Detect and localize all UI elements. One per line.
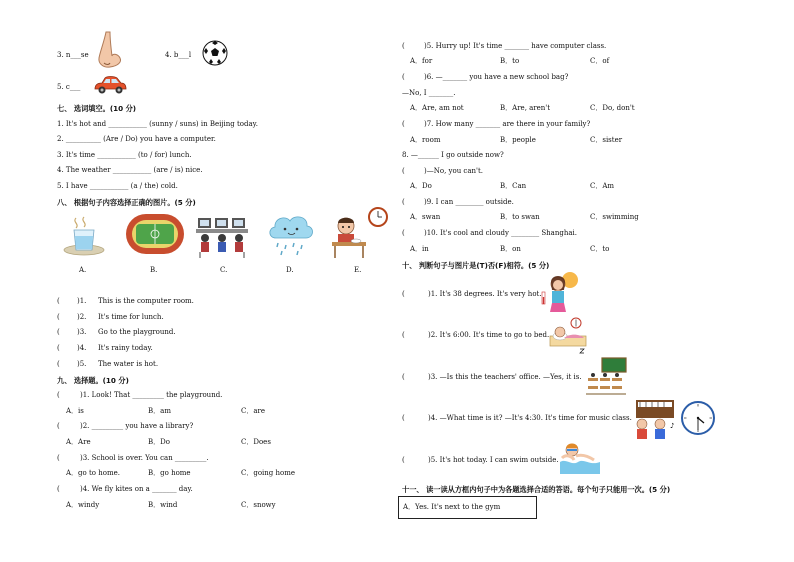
swimming-image <box>558 440 602 476</box>
sec8-item-3-text: Go to the playground. <box>98 328 176 336</box>
section-7-title: 七、 选词填空。(10 分) <box>57 104 137 113</box>
mc-item-6-question: )6. —_______ you have a new school bag? <box>424 73 569 81</box>
section-9-title: 九、 选择题。(10 分) <box>57 376 129 385</box>
sec8-item-2-text: It's time for lunch. <box>98 313 164 321</box>
sec8-item-4-num: )4. <box>77 344 87 352</box>
mc-item-6-extra: —No, I _______. <box>402 89 456 97</box>
sec8-item-5-paren: ( <box>57 360 60 368</box>
hot-water-cup-image <box>62 216 106 256</box>
sec7-item-4: 4. The weather ___________ (are / is) nice. <box>57 166 203 174</box>
classroom-image <box>584 356 628 396</box>
sec10-item-2-text: )2. It's 6:00. It's time to go to bed. <box>428 331 550 339</box>
sec10-item-5-paren: ( <box>402 456 405 464</box>
sec8-item-2-num: )2. <box>77 313 87 321</box>
answer-choice-box <box>398 496 537 519</box>
sec10-item-4-text: )4. —What time is it? —It's 4:30. It's time for music class. <box>428 414 632 422</box>
mc-item-9-paren: ( <box>402 198 405 206</box>
sec8-item-5-text: The water is hot. <box>98 360 159 368</box>
sec9-item-3-paren: ( <box>57 454 60 462</box>
sec9-item-3-option-b: B．go home <box>148 469 191 477</box>
sec8-item-1-paren: ( <box>57 297 60 305</box>
mc-item-9-option-c: C．swimming <box>590 213 639 221</box>
sec9-item-1-option-b: B．am <box>148 407 171 415</box>
sec8-pic-label-b: B. <box>150 266 158 274</box>
sec9-item-4-option-a: A．windy <box>66 501 100 509</box>
sec9-item-3-option-c: C．going home <box>241 469 296 477</box>
lunch-time-image <box>330 206 390 258</box>
pic-item-5-label: 5. c___ <box>57 83 81 91</box>
nose-icon <box>96 30 124 70</box>
svg-text:♪: ♪ <box>670 422 675 430</box>
sec8-item-1-text: This is the computer room. <box>98 297 194 305</box>
sec9-item-1-option-c: C．are <box>241 407 266 415</box>
mc-item-6-option-a: A．Are, am not <box>410 104 464 112</box>
sec8-item-3-num: )3. <box>77 328 87 336</box>
mc-item-7-option-a: A．room <box>410 136 441 144</box>
music-class-image <box>630 394 678 440</box>
sec10-item-5-text: )5. It's hot today. I can swim outside. <box>428 456 559 464</box>
sec10-item-2-paren: ( <box>402 331 405 339</box>
mc-item-5-option-c: C．of <box>590 57 610 65</box>
sec7-item-1: 1. It's hot and ___________ (sunny / suns) in Beijing today. <box>57 120 258 128</box>
mc-item-9-question: )9. I can ________ outside. <box>424 198 514 206</box>
bedtime-image <box>546 316 590 354</box>
mc-item-8-option-c: C．Am <box>590 182 615 190</box>
mc-item-7-option-c: C．sister <box>590 136 623 144</box>
sec8-item-4-text: It's rainy today. <box>98 344 153 352</box>
sec8-pic-label-e: E. <box>354 266 362 274</box>
mc-item-5-option-a: A．for <box>410 57 433 65</box>
sec9-item-2-option-c: C．Does <box>241 438 271 446</box>
mc-item-10-option-b: B．on <box>500 245 521 253</box>
sec10-item-3-text: )3. —Is this the teachers' office. —Yes, it is. <box>428 373 582 381</box>
mc-item-9-option-b: B．to swan <box>500 213 540 221</box>
sec8-item-5-num: )5. <box>77 360 87 368</box>
sec9-item-1-question: )1. Look! That _________ the playground. <box>80 391 223 399</box>
mc-item-8-question: 8. —______ I go outside now? <box>402 151 504 159</box>
mc-item-7-paren: ( <box>402 120 405 128</box>
section-8-title: 八、 根据句子内容选择正确的图片。(5 分) <box>57 198 196 207</box>
soccer-ball-icon <box>202 40 228 66</box>
sec8-item-2-paren: ( <box>57 313 60 321</box>
mc-item-5-option-b: B．to <box>500 57 520 65</box>
mc-item-8-extra-paren: ( <box>402 167 405 175</box>
section-10-title: 十、 判断句子与图片是(T)否(F)相符。(5 分) <box>402 261 550 270</box>
sec9-item-4-option-c: C．snowy <box>241 501 276 509</box>
sec10-item-1-paren: ( <box>402 290 405 298</box>
sec9-item-1-option-a: A．is <box>66 407 84 415</box>
mc-item-7-option-b: B．people <box>500 136 536 144</box>
sec9-item-4-option-b: B．wind <box>148 501 178 509</box>
sec8-pic-label-c: C. <box>220 266 228 274</box>
sec8-item-4-paren: ( <box>57 344 60 352</box>
clock-icon <box>680 400 716 436</box>
hot-girl-image <box>540 270 584 314</box>
mc-item-9-option-a: A．swan <box>410 213 441 221</box>
mc-item-8-extra: )—No, you can't. <box>424 167 483 175</box>
sec8-item-3-paren: ( <box>57 328 60 336</box>
sec10-item-4-paren: ( <box>402 414 405 422</box>
sec7-item-5: 5. I have ___________ (a / the) cold. <box>57 182 178 190</box>
sec8-item-1-num: )1. <box>77 297 87 305</box>
mc-item-6-paren: ( <box>402 73 405 81</box>
pic-item-4-label: 4. b___l <box>165 51 192 59</box>
mc-item-10-option-a: A．in <box>410 245 429 253</box>
computer-room-image <box>196 214 248 258</box>
mc-item-10-question: )10. It's cool and cloudy ________ Shanghai. <box>424 229 577 237</box>
sec9-item-3-question: )3. School is over. You can _________. <box>80 454 209 462</box>
mc-item-7-question: )7. How many _______ are there in your family? <box>424 120 591 128</box>
sec9-item-3-option-a: A．go to home. <box>66 469 120 477</box>
sec7-item-2: 2. __________ (Are / Do) you have a computer. <box>57 135 216 143</box>
section-11-title: 十一、 读一读从方框内句子中为各题选择合适的答语。每个句子只能用一次。(5 分) <box>402 485 671 494</box>
mc-item-10-option-c: C．to <box>590 245 610 253</box>
sec9-item-2-option-b: B．Do <box>148 438 170 446</box>
playground-image <box>125 212 185 256</box>
mc-item-5-question: )5. Hurry up! It's time _______ have computer class. <box>424 42 607 50</box>
sec7-item-3: 3. It's time ___________ (to / for) lunch. <box>57 151 192 159</box>
sec9-item-2-paren: ( <box>57 422 60 430</box>
answer-choice-a: A．Yes. It's next to the gym <box>403 503 501 511</box>
mc-item-10-paren: ( <box>402 229 405 237</box>
pic-item-3-label: 3. n___se <box>57 51 89 59</box>
car-icon <box>92 74 128 96</box>
mc-item-5-paren: ( <box>402 42 405 50</box>
mc-item-8-option-b: B．Can <box>500 182 527 190</box>
sec10-item-1-text: )1. It's 38 degrees. It's very hot. <box>428 290 542 298</box>
sec8-pic-label-d: D. <box>286 266 294 274</box>
sec8-pic-label-a: A. <box>79 266 87 274</box>
sec9-item-2-option-a: A．Are <box>66 438 91 446</box>
sec9-item-4-paren: ( <box>57 485 60 493</box>
rain-cloud-image <box>266 210 316 258</box>
sec9-item-4-question: )4. We fly kites on a _______ day. <box>80 485 193 493</box>
mc-item-8-option-a: A．Do <box>410 182 432 190</box>
sec9-item-2-question: )2. _________ you have a library? <box>80 422 194 430</box>
mc-item-6-option-b: B．Are, aren't <box>500 104 551 112</box>
mc-item-6-option-c: C．Do, don't <box>590 104 635 112</box>
sec10-item-3-paren: ( <box>402 373 405 381</box>
sec9-item-1-paren: ( <box>57 391 60 399</box>
